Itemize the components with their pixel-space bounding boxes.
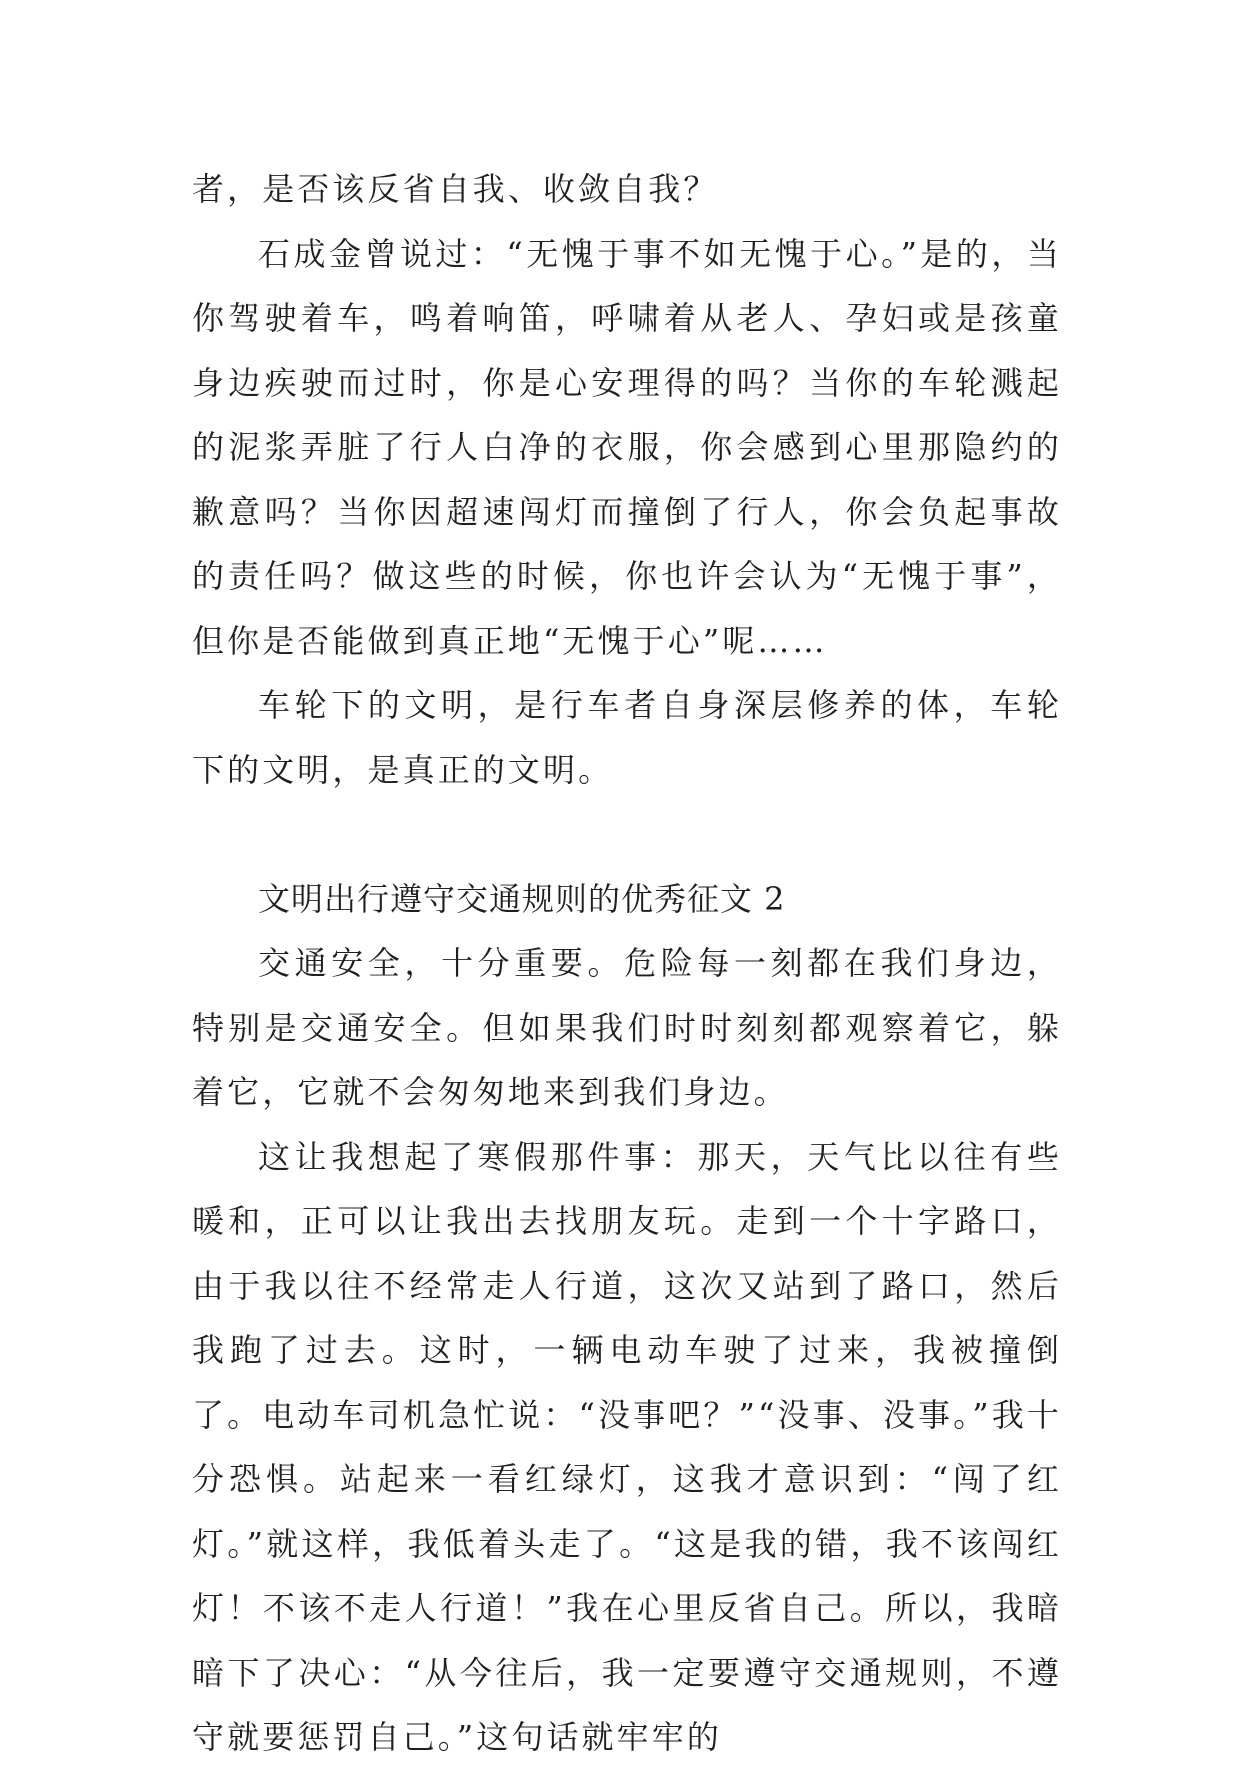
paragraph-continuation: 者，是否该反省自我、收敛自我？ [192,170,719,208]
paragraph-conclusion: 车轮下的文明，是行车者自身深层修养的体，车轮下的文明，是真正的文明。 [192,686,1062,789]
paragraph-winter-story: 这让我想起了寒假那件事：那天，天气比以往有些暖和，正可以让我出去找朋友玩。走到一个十字路口，由于我以往不经常走人行道，这次又站到了路口，然后我跑了过去。这时，一辆电动车驶了过来，我被撞倒了。电动车司机急忙说：“没事吧？”“没事、没事。”我十分恐惧。站起来一看红绿灯，这我才意识到：“闯了红灯。”就这样，我低着头走了。“这是我的错，我不该闯红灯！不该不走人行道！”我在心里反省自己。所以，我暗暗下了决心：“从今往后，我一定要遵守交通规则，不遵守就要惩罚自己。”这句话就牢牢的 [192,1137,1062,1756]
section-spacer [192,802,1062,867]
paragraph-quote-shi-chengjin: 石成金曾说过：“无愧于事不如无愧于心。”是的，当你驾驶着车，鸣着响笛，呼啸着从老人、孕妇或是孩童身边疾驶而过时，你是心安理得的吗？当你的车轮溅起的泥浆弄脏了行人白净的衣服，你会感到心里那隐约的歉意吗？当你因超速闯灯而撞倒了行人，你会负起事故的责任吗？做这些的时候，你也许会认为“无愧于事”，但你是否能做到真正地“无愧于心”呢…… [192,234,1062,660]
section-heading: 文明出行遵守交通规则的优秀征文 2 [258,879,786,918]
document-body [192,157,1062,1770]
paragraph-traffic-safety: 交通安全，十分重要。危险每一刻都在我们身边，特别是交通安全。但如果我们时时刻刻都观察着它，躲着它，它就不会匆匆地来到我们身边。 [192,944,1062,1111]
